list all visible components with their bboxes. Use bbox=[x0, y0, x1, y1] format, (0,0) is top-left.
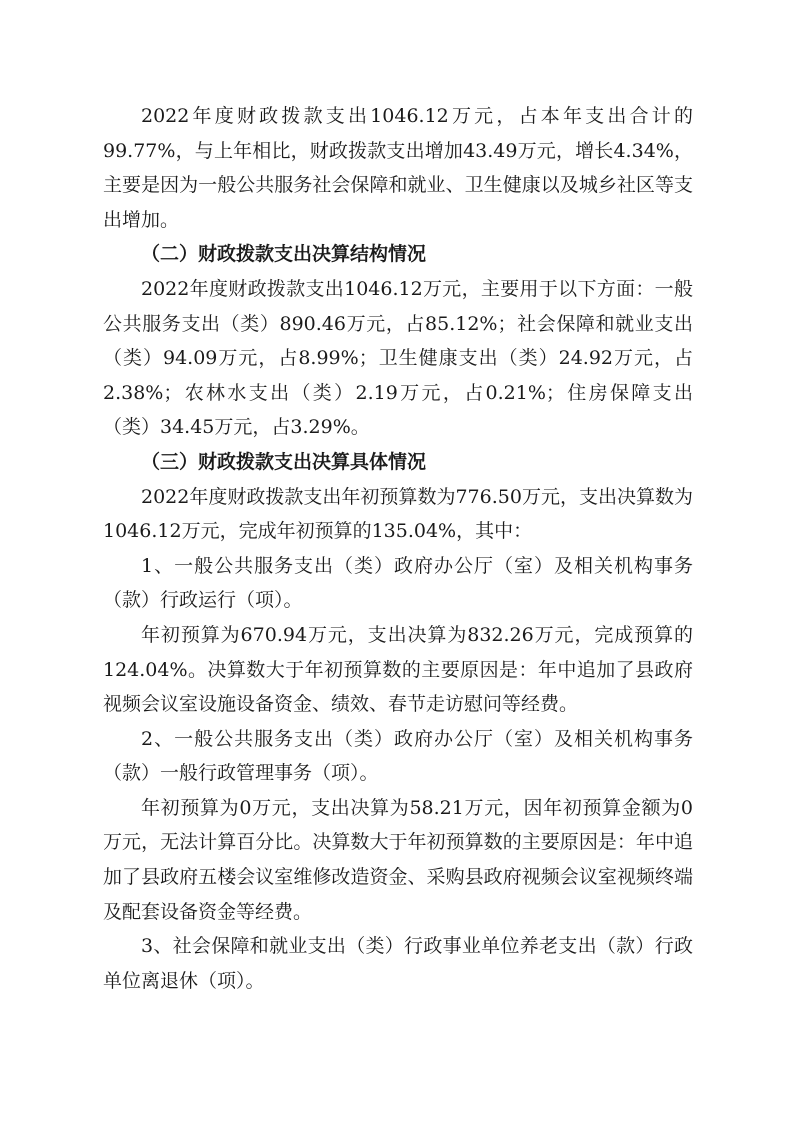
paragraph-budget-overview: 2022年度财政拨款支出年初预算数为776.50万元，支出决算数为1046.12万元，完成年初预算的135.04%，其中： bbox=[103, 485, 693, 543]
paragraph-item-3-title: 3、社会保障和就业支出（类）行政事业单位养老支出（款）行政单位离退休（项）。 bbox=[103, 935, 693, 992]
section-heading-details: （三）财政拨款支出决算具体情况 bbox=[141, 450, 427, 473]
paragraph-item-1-detail: 年初预算为670.94万元，支出决算为832.26万元，完成预算的124.04%。决算数大于年初预算数的主要原因是：年中追加了县政府视频会议室设施设备资金、绩效、春节走访慰问等经费。 bbox=[103, 623, 693, 716]
paragraph-item-2-title: 2、一般公共服务支出（类）政府办公厅（室）及相关机构事务（款）一般行政管理事务（项）。 bbox=[103, 727, 693, 785]
paragraph-item-2-detail: 年初预算为0万元，支出决算为58.21万元，因年初预算金额为0万元，无法计算百分比。决算数大于年初预算数的主要原因是：年中追加了县政府五楼会议室维修改造资金、采购县政府视频会议室视频终端及配套设备资金等经费。 bbox=[103, 796, 693, 923]
section-heading-structure: （二）财政拨款支出决算结构情况 bbox=[141, 243, 427, 266]
paragraph-item-1-title: 1、一般公共服务支出（类）政府办公厅（室）及相关机构事务（款）行政运行（项）。 bbox=[103, 554, 693, 612]
paragraph-expenditure-structure: 2022年度财政拨款支出1046.12万元，主要用于以下方面：一般公共服务支出（类）890.46万元，占85.12%；社会保障和就业支出（类）94.09万元，占8.99%；卫生健康支出（类）24.92万元，占2.38%；农林水支出（类）2.19万元，占0.21%；住房保障支出（类）34.45万元，占3.29%。 bbox=[103, 277, 693, 439]
paragraph-expenditure-summary: 2022年度财政拨款支出1046.12万元，占本年支出合计的99.77%，与上年相比，财政拨款支出增加43.49万元，增长4.34%，主要是因为一般公共服务社会保障和就业、卫生健康以及城乡社区等支出增加。 bbox=[103, 105, 693, 231]
document-body bbox=[103, 99, 693, 998]
